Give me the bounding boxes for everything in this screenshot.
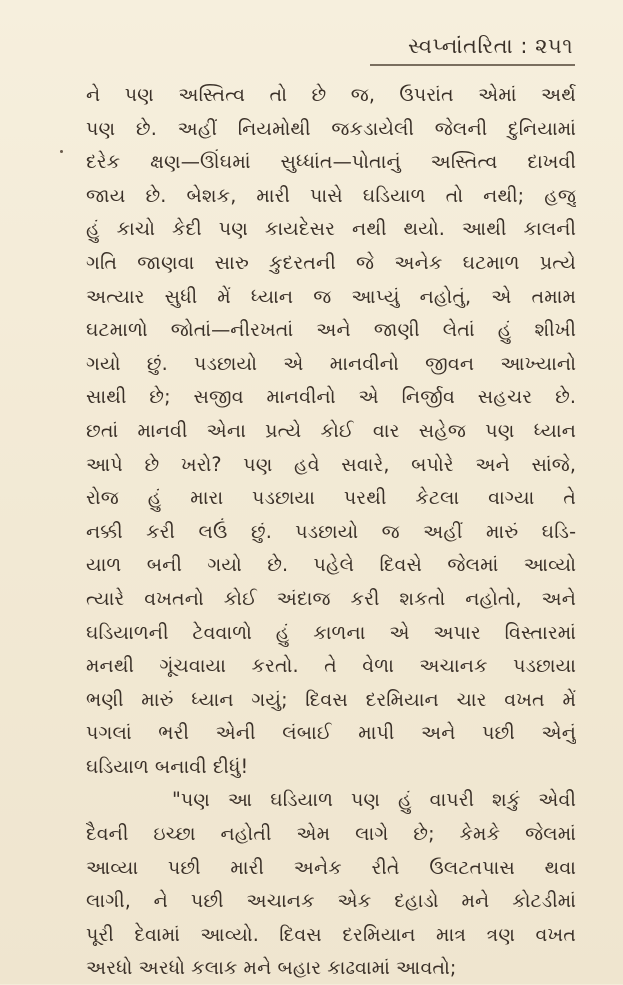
header-rule bbox=[370, 64, 575, 66]
text-line: નક્કી કરી લઉં છું. પડછાયો જ અહીં મારું ઘડિ- bbox=[86, 519, 576, 543]
text-line: આવ્યા પછી મારી અનેક રીતે ઉલટતપાસ થવા bbox=[86, 855, 576, 879]
text-line: આપે છે ખરો? પણ હવે સવારે, બપોરે અને સાંજે, bbox=[86, 452, 576, 476]
text-line: પૂરી દેવામાં આવ્યો. દિવસ દરમિયાન માત્ર ત્રણ વખત bbox=[86, 922, 576, 946]
text-line: દૈવની ઇચ્છા નહોતી એમ લાગે છે; કેમકે જેલમાં bbox=[86, 822, 576, 846]
text-line: જાય છે. બેશક, મારી પાસે ઘડિયાળ તો નથી; હજુ bbox=[86, 183, 576, 207]
text-line: સાથી છે; સજીવ માનવીનો એ નિર્જીવ સહચર છે. bbox=[86, 385, 576, 409]
text-line: દરેક ક્ષણ—ઊંઘમાં સુધ્ધાંત—પોતાનું અસ્તિત્વ દાખવી bbox=[86, 150, 576, 174]
text-line: હું કાચો કેદી પણ કાયદેસર નથી થયો. આથી કાલની bbox=[86, 217, 576, 241]
text-line: રોજ હું મારા પડછાયા પરથી કેટલા વાગ્યા તે bbox=[86, 486, 576, 510]
text-line: ઘડિયાળની ટેવવાળો હું કાળના એ અપાર વિસ્તારમાં bbox=[86, 620, 576, 644]
text-line: ગયો છું. પડછાયો એ માનવીનો જીવન આખ્યાનો bbox=[86, 351, 576, 375]
text-line: ગતિ જાણવા સારુ કુદરતની જે અનેક ઘટમાળ પ્રત્યે bbox=[86, 250, 576, 274]
body-text bbox=[86, 78, 576, 985]
text-line: અત્યાર સુધી મેં ધ્યાન જ આપ્યું નહોતું, એ તમામ bbox=[86, 284, 576, 308]
text-line: યાળ બની ગયો છે. પહેલે દિવસે જેલમાં આવ્યો bbox=[86, 553, 576, 577]
running-header: સ્વપ્નાંતરિતા : ૨૫૧ bbox=[408, 34, 573, 58]
text-line: ઘડિયાળ બનાવી દીધું! bbox=[86, 754, 249, 778]
text-line: "પણ આ ઘડિયાળ પણ હું વાપરી શકું એવી bbox=[172, 788, 576, 812]
text-line: છતાં માનવી એના પ્રત્યે કોઈ વાર સહેજ પણ ધ્યાન bbox=[86, 418, 576, 442]
text-line: ભણી મારું ધ્યાન ગયું; દિવસ દરમિયાન ચાર વખત મેં bbox=[86, 687, 576, 711]
text-line: અરધો અરધો કલાક મને બહાર કાઢવામાં આવતો; bbox=[86, 956, 457, 980]
text-line: પણ છે. અહીં નિયમોથી જકડાયેલી જેલની દુનિયામાં bbox=[86, 116, 576, 140]
text-line: લાગી, ને પછી અચાનક એક દહાડો મને કોટડીમાં bbox=[86, 889, 576, 913]
margin-mark bbox=[60, 150, 63, 153]
text-line: ત્યારે વખતનો કોઈ અંદાજ કરી શકતો નહોતો, અને bbox=[86, 586, 576, 610]
text-line: પગલાં ભરી એની લંબાઈ માપી અને પછી એનું bbox=[86, 721, 576, 745]
text-line: મનથી ગૂંચવાયા કરતો. તે વેળા અચાનક પડછાયા bbox=[86, 654, 576, 678]
text-line: ને પણ અસ્તિત્વ તો છે જ, ઉપરાંત એમાં અર્થ bbox=[86, 83, 576, 106]
text-line: ઘટમાળો જોતાં—નીરખતાં અને જાણી લેતાં હું શીખી bbox=[86, 318, 576, 342]
